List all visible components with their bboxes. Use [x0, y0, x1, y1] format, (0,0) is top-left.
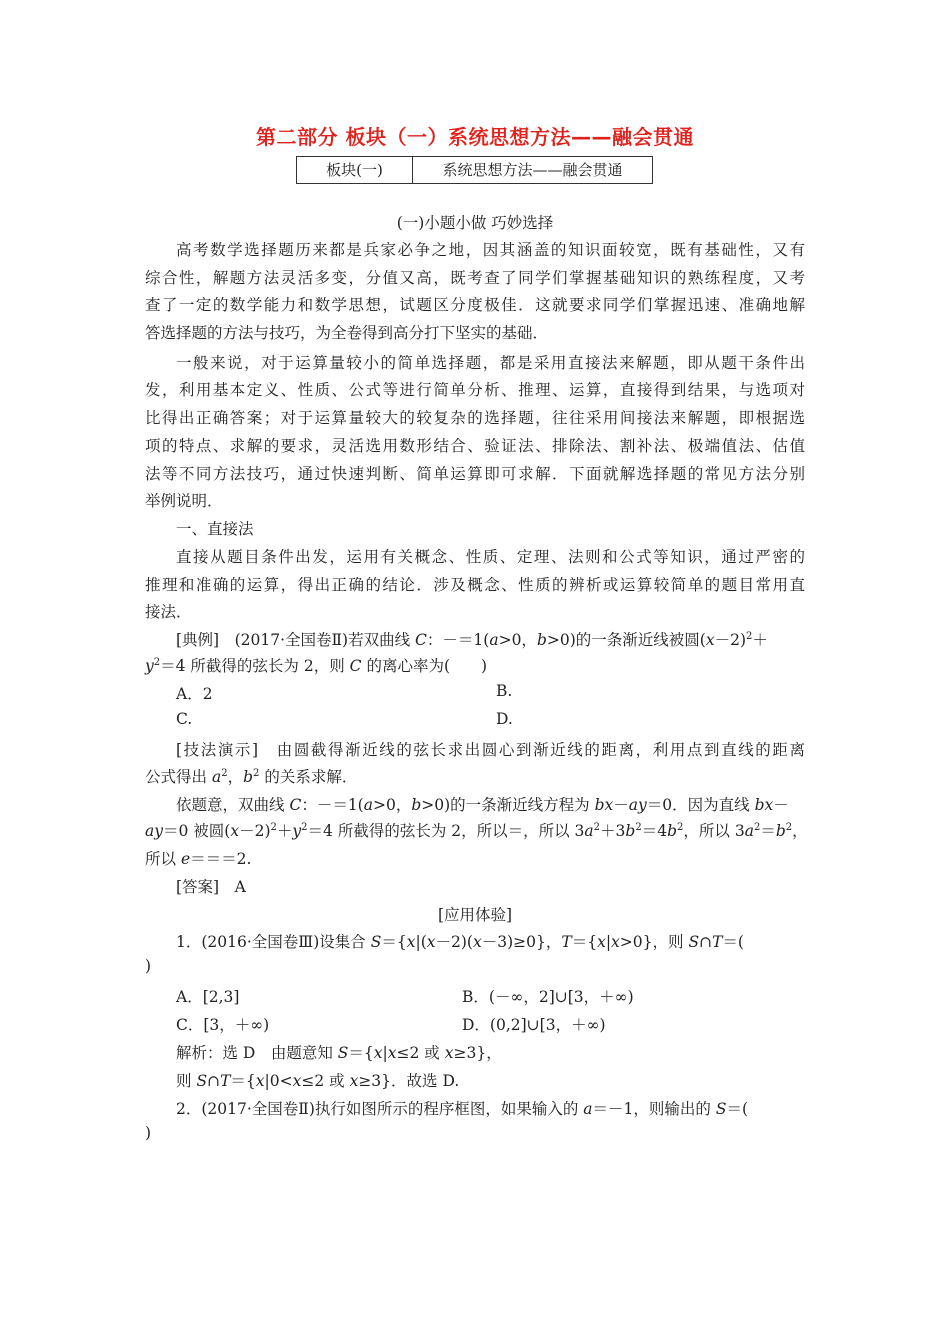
question-1-line: 1．(2016·全国卷Ⅲ)设集合 S＝{x|(x－2)(x－3)≥0}，T＝{x|x>0}，则 S∩T＝( [176, 933, 744, 951]
solution-line: 依题意，双曲线 C：－＝1(a>0，b>0)的一条渐近线方程为 bx－ay＝0．因为直线 bx－ [176, 796, 789, 814]
subheading: (一)小题小做 巧妙选择 [396, 214, 554, 232]
q1-analysis-line: 解析：选 D 由题意知 S＝{x|x≤2 或 x≥3}， [176, 1044, 502, 1062]
question-2-line: ) [145, 1124, 152, 1142]
answer: [答案] A [176, 878, 246, 896]
direct-line: 直接从题目条件出发，运用有关概念、性质、定理、法则和公式等知识，通过严密的 [176, 548, 805, 566]
q1-option-b: B．(－∞，2]∪[3，＋∞) [462, 988, 634, 1006]
option-d: D. [496, 710, 513, 728]
general-line: 比得出正确答案；对于运算量较大的较复杂的选择题，往往采用间接法来解题，即根据选 [145, 409, 805, 427]
page-title: 第二部分 板块（一）系统思想方法——融会贯通 [256, 125, 694, 149]
section-banner [296, 156, 653, 184]
intro-line: 综合性，解题方法灵活多变，分值又高，既考查了同学们掌握基础知识的熟练程度，又考 [145, 269, 805, 287]
general-line: 法等不同方法技巧，通过快速判断、简单运算即可求解．下面就解选择题的常见方法分别 [145, 465, 805, 483]
q1-analysis-line: 则 S∩T＝{x|0<x≤2 或 x≥3}．故选 D. [176, 1072, 460, 1090]
banner-right: 系统思想方法——融会贯通 [442, 161, 623, 179]
example-line: [典例] (2017·全国卷Ⅱ)若双曲线 C：－＝1(a>0，b>0)的一条渐近线被圆$(x-2)^2+$ [176, 631, 768, 649]
example-line: $y^2=4$ 所截得的弦长为 2，则 C 的离心率为( ) [145, 657, 488, 675]
practice-heading: [应用体验] [437, 906, 513, 924]
section-heading: 一、直接法 [176, 520, 254, 538]
q1-option-c: C．[3，＋∞) [176, 1016, 270, 1034]
option-a: A．2 [176, 685, 213, 703]
technique-line: [技法演示] 由圆截得渐近线的弦长求出圆心到渐近线的距离，利用点到直线的距离 [176, 741, 805, 759]
general-line: 一般来说，对于运算量较小的简单选择题，都是采用直接法来解题，即从题干条件出 [176, 354, 805, 372]
banner-left: 板块(一) [297, 157, 413, 183]
direct-line: 接法． [145, 603, 192, 621]
general-line: 举例说明． [145, 492, 223, 510]
question-2-line: 2．(2017·全国卷Ⅱ)执行如图所示的程序框图，如果输入的 a＝－1，则输出的 S＝( [176, 1100, 749, 1118]
q1-option-d: D．(0,2]∪[3，＋∞) [462, 1016, 606, 1034]
direct-line: 推理和准确的运算，得出正确的结论．涉及概念、性质的辨析或运算较简单的题目常用直 [145, 576, 805, 594]
intro-line: 高考数学选择题历来都是兵家必争之地，因其涵盖的知识面较宽，既有基础性，又有 [176, 241, 805, 259]
question-1-line: ) [145, 957, 152, 975]
option-c: C. [176, 710, 193, 728]
general-line: 发，利用基本定义、性质、公式等进行简单分析、推理、运算，直接得到结果，与选项对 [145, 381, 805, 399]
intro-line: 答选择题的方法与技巧，为全卷得到高分打下坚实的基础． [145, 324, 549, 342]
intro-line: 查了一定的数学能力和数学思想，试题区分度极佳．这就要求同学们掌握迅速、准确地解 [145, 296, 805, 314]
technique-line: 公式得出 $a^2$，$b^2$ 的关系求解． [145, 768, 358, 786]
q1-option-a: A．[2,3] [176, 988, 240, 1006]
solution-line: ay＝0 被圆$(x-2)^2+y^2=4$ 所截得的弦长为 2，所以＝，所以 $3a^2+3b^2=4b^2$，所以 $3a^2=b^2$， [145, 822, 808, 840]
general-line: 项的特点、求解的要求，灵活选用数形结合、验证法、排除法、割补法、极端值法、估值 [145, 437, 805, 455]
solution-line: 所以 e＝＝＝2. [145, 850, 252, 868]
option-b: B. [496, 682, 513, 700]
